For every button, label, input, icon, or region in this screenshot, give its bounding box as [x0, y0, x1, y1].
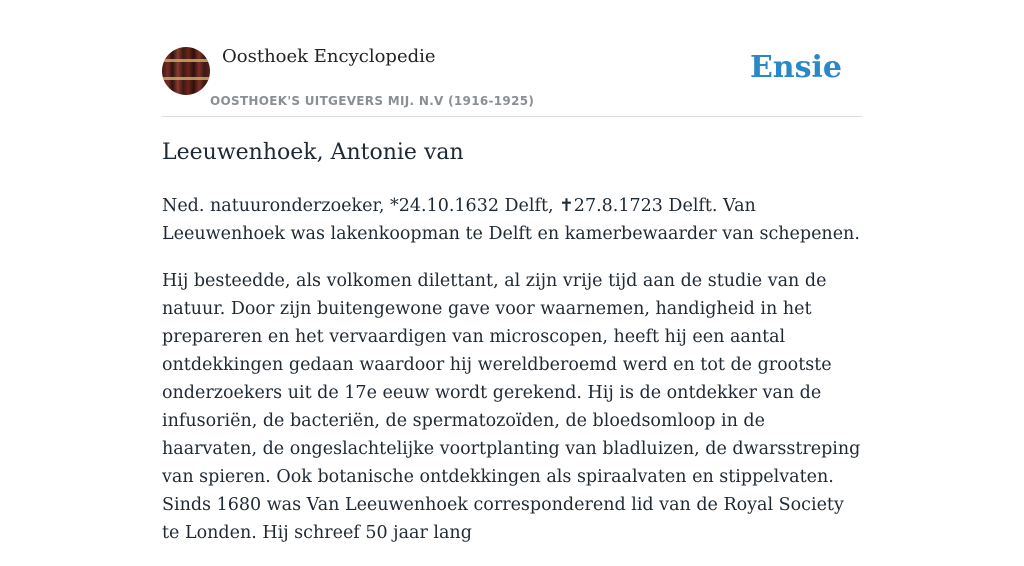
- book-spine-band: [162, 77, 210, 80]
- publisher-label: OOSTHOEK'S UITGEVERS MIJ. N.V (1916-1925): [210, 94, 535, 108]
- encyclopedia-books-avatar[interactable]: [162, 47, 210, 95]
- article-title: Leeuwenhoek, Antonie van: [162, 140, 464, 165]
- site-header: [162, 0, 862, 117]
- article-paragraph: Hij besteedde, als volkomen dilettant, al zijn vrije tijd aan de studie van de natuur. Door zijn buitengewone gave voor waarnemen, handigheid in het prepareren en het vervaardigen van microscopen, heeft hij een aantal ontdekkingen gedaan waardoor hij wereldberoemd werd en tot de grootste onderzoekers uit de 17e eeuw wordt gerekend. Hij is de ontdekker van de infusoriën, de bacteriën, de spermatozoïden, de bloedsomloop in de haarvaten, de ongeslachtelijke voortplanting van bladluizen, de dwarsstreping van spieren. Ook botanische ontdekkingen als spiraalvaten en stippelvaten. Sinds 1680 was Van Leeuwenhoek corresponderend lid van de Royal Society te Londen. Hij schreef 50 jaar lang: [162, 271, 861, 543]
- article-body: [162, 192, 862, 566]
- ensie-logo[interactable]: Ensie: [749, 50, 842, 85]
- site-name-link[interactable]: Oosthoek Encyclopedie: [222, 46, 436, 67]
- book-spine-band: [162, 59, 210, 62]
- article-paragraph: Ned. natuuronderzoeker, *24.10.1632 Delft, ✝27.8.1723 Delft. Van Leeuwenhoek was lakenkoopman te Delft en kamerbewaarder van schepenen.: [162, 196, 860, 244]
